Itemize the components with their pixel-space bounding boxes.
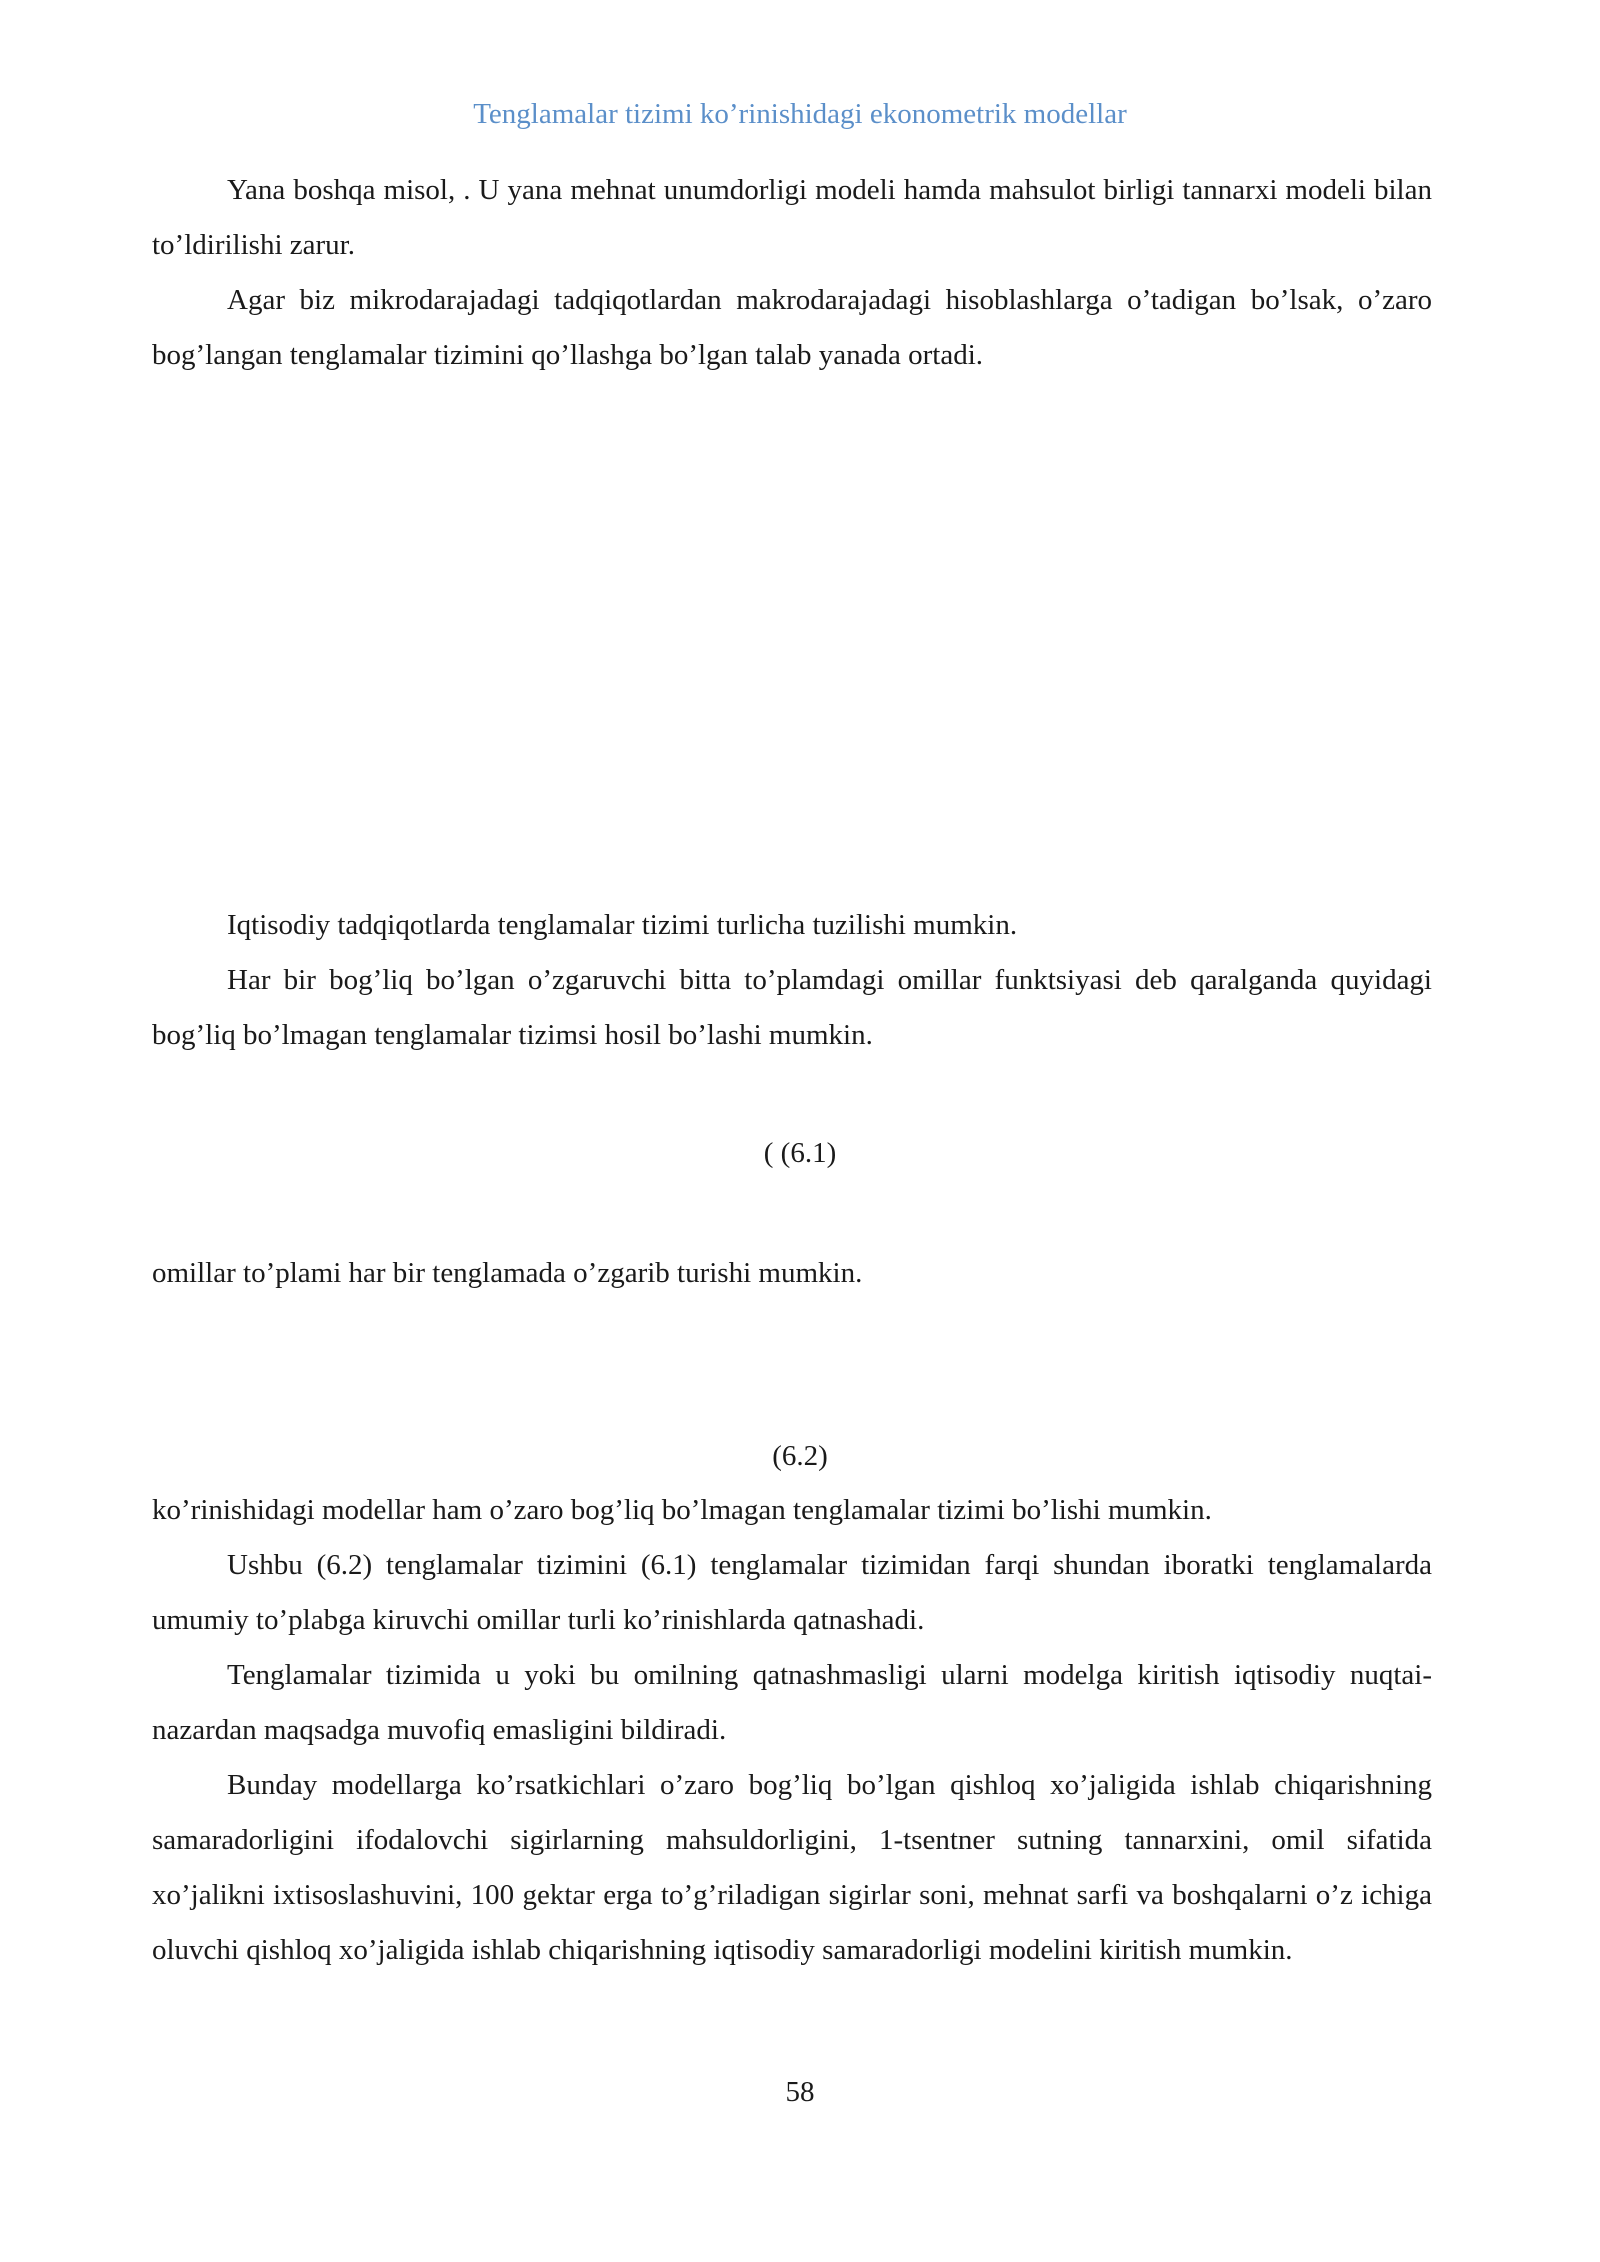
equation-label-6-2: (6.2) — [772, 1440, 828, 1472]
text-block-bottom — [152, 1483, 1432, 1978]
running-header: Tenglamalar tizimi ko’rinishidagi ekonometrik modellar — [473, 98, 1127, 130]
equation-label-6-1: ( (6.1) — [763, 1137, 837, 1169]
text-block-top — [152, 163, 1432, 383]
paragraph: Ushbu (6.2) tenglamalar tizimini (6.1) tenglamalar tizimidan farqi shundan iboratki tenglamalarda umumiy to’plabga kiruvchi omillar turli ko’rinishlarda qatnashadi. — [152, 1549, 1432, 1636]
paragraph: Iqtisodiy tadqiqotlarda tenglamalar tizimi turlicha tuzilishi mumkin. — [227, 909, 1018, 941]
paragraph: Tenglamalar tizimida u yoki bu omilning qatnashmasligi ularni modelga kiritish iqtisodiy nuqtai-nazardan maqsadga muvofiq emasligini bildiradi. — [152, 1659, 1432, 1746]
paragraph: Har bir bog’liq bo’lgan o’zgaruvchi bitta to’plamdagi omillar funktsiyasi deb qaralganda quyidagi bog’liq bo’lmagan tenglamalar tizimsi hosil bo’lashi mumkin. — [152, 964, 1432, 1051]
text-block-middle — [152, 898, 1432, 1063]
paragraph: Agar biz mikrodarajadagi tadqiqotlardan makrodarajadagi hisoblashlarga o’tadigan bo’lsak, o’zaro bog’langan tenglamalar tizimini qo’llashga bo’lgan talab yanada ortadi. — [152, 284, 1432, 371]
paragraph: omillar to’plami har bir tenglamada o’zgarib turishi mumkin. — [152, 1257, 863, 1289]
paragraph: Yana boshqa misol, . U yana mehnat unumdorligi modeli hamda mahsulot birligi tannarxi modeli bilan to’ldirilishi zarur. — [152, 174, 1432, 261]
paragraph: Bunday modellarga ko’rsatkichlari o’zaro bog’liq bo’lgan qishloq xo’jaligida ishlab chiqarishning samaradorligini ifodalovchi sigirlarning mahsuldorligini, 1-tsentner sutning tannarxini, omil sifatida xo’jalikni ixtisoslashuvini, 100 gektar erga to’g’riladigan sigirlar soni, mehnat sarfi va boshqalarni o’z ichiga oluvchi qishloq xo’jaligida ishlab chiqarishning iqtisodiy samaradorligi modelini kiritish mumkin. — [152, 1769, 1432, 1966]
text-block-after-eq1 — [152, 1246, 1432, 1301]
page-number: 58 — [785, 2076, 815, 2108]
paragraph: ko’rinishidagi modellar ham o’zaro bog’liq bo’lmagan tenglamalar tizimi bo’lishi mumkin. — [152, 1494, 1212, 1526]
